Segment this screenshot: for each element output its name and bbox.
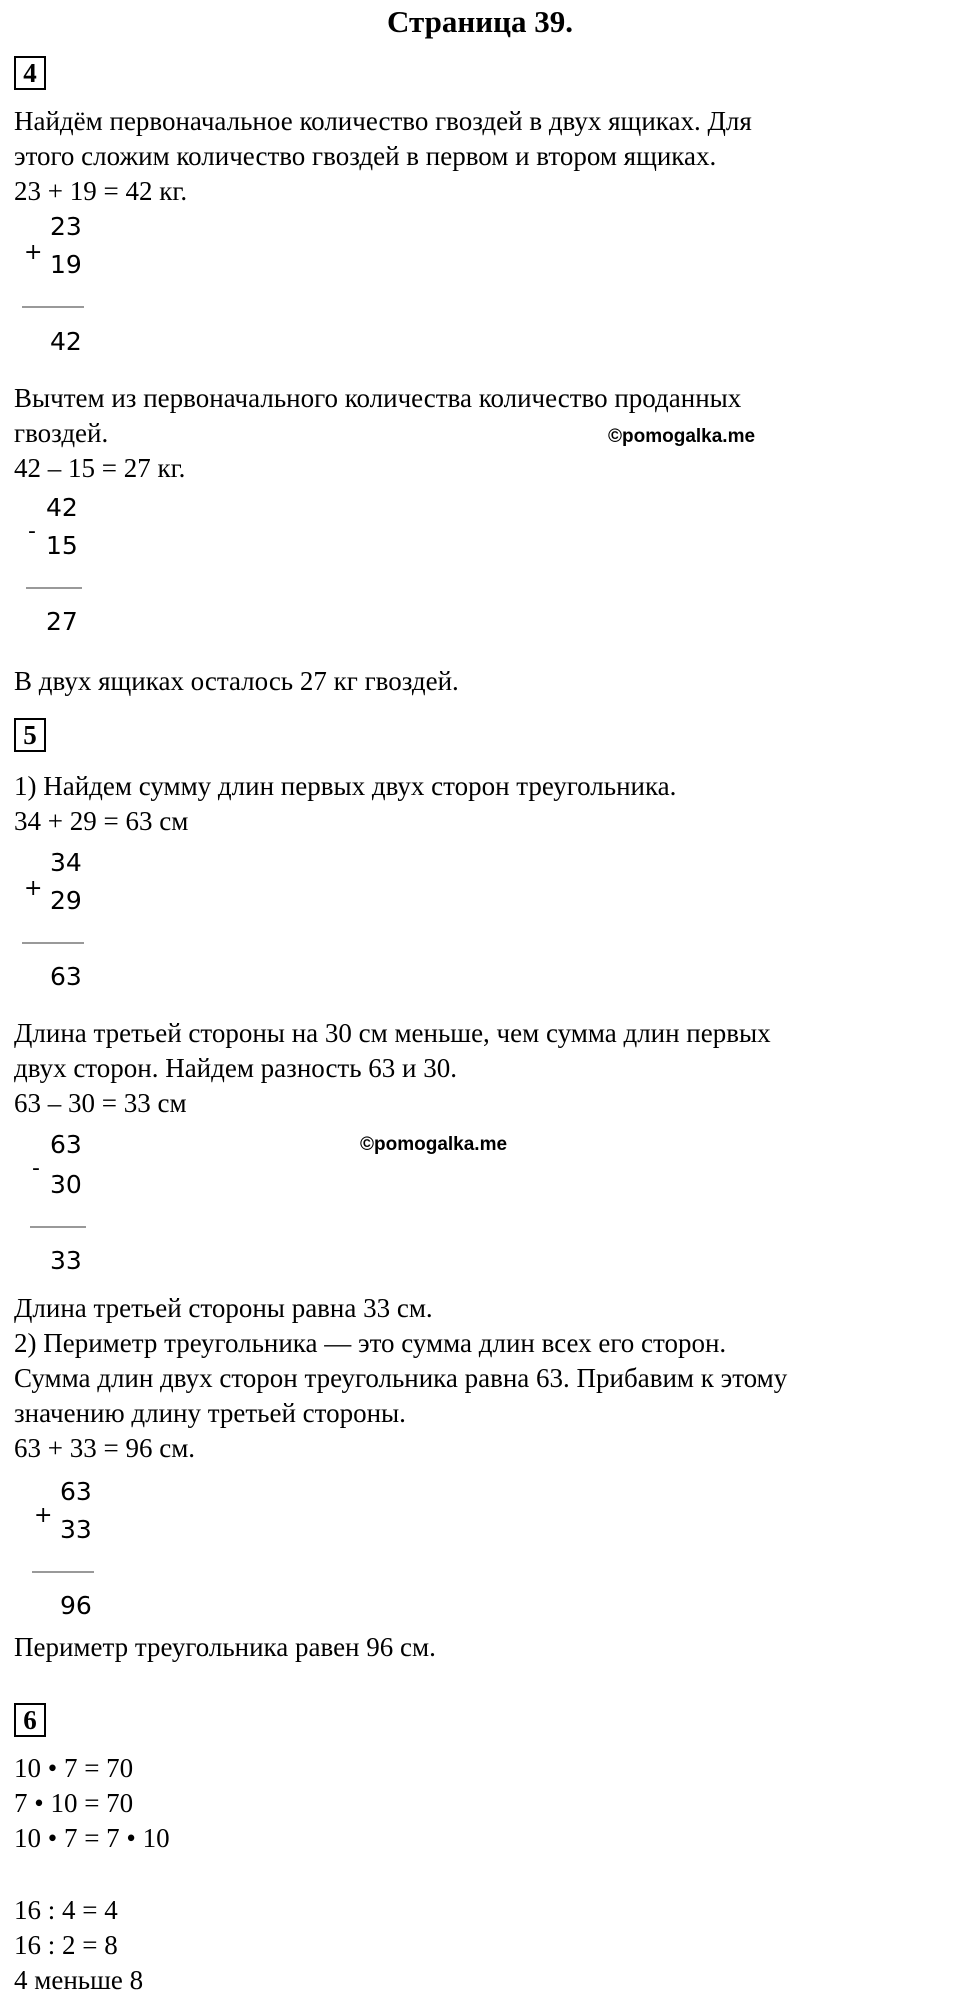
- task4-text-line: Найдём первоначальное количество гвоздей в двух ящиках. Для: [14, 106, 752, 136]
- column-subtraction: [30, 1130, 140, 1275]
- task4-equation: 23 + 19 = 42 кг.: [14, 176, 188, 206]
- plus-sign: +: [34, 1503, 53, 1528]
- operand-top: 34: [50, 848, 82, 877]
- task5-text-line: Длина третьей стороны на 30 см меньше, чем сумма длин первых: [14, 1018, 771, 1048]
- task4-equation: 42 – 15 = 27 кг.: [14, 453, 186, 483]
- operand-top: 63: [50, 1130, 82, 1159]
- result: 63: [50, 962, 82, 991]
- task4-text-line: этого сложим количество гвоздей в первом и втором ящиках.: [14, 141, 717, 171]
- result: 42: [50, 327, 82, 356]
- result-line: [32, 1571, 94, 1573]
- plus-sign: +: [24, 876, 43, 901]
- page-title: Страница 39.: [387, 4, 573, 39]
- operand-bottom: 33: [60, 1515, 92, 1544]
- watermark: ©pomogalka.me: [360, 1134, 508, 1155]
- watermark: ©pomogalka.me: [608, 426, 756, 447]
- task5-text-line: Сумма длин двух сторон треугольника равна 63. Прибавим к этому: [14, 1363, 788, 1393]
- column-subtraction: [26, 493, 136, 636]
- operand-bottom: 29: [50, 886, 82, 915]
- task-number-4: 4: [14, 56, 46, 90]
- operand-top: 42: [46, 493, 78, 522]
- operand-bottom: 30: [50, 1170, 82, 1199]
- task5-text-line: двух сторон. Найдем разность 63 и 30.: [14, 1053, 457, 1083]
- task5-equation: 63 + 33 = 96 см.: [14, 1433, 196, 1463]
- result-line: [22, 942, 84, 944]
- task4-text-line: гвоздей.: [14, 418, 109, 448]
- operand-bottom: 15: [46, 531, 78, 560]
- minus-sign: -: [32, 1156, 40, 1181]
- operand-top: 23: [50, 212, 82, 241]
- task5-text-line: 1) Найдем сумму длин первых двух сторон треугольника.: [14, 771, 677, 801]
- column-addition: [22, 212, 132, 356]
- task4-text-line: Вычтем из первоначального количества количество проданных: [14, 383, 742, 413]
- result: 96: [60, 1591, 92, 1620]
- task-number-6: 6: [14, 1703, 46, 1737]
- plus-sign: +: [24, 240, 43, 265]
- task6-equation: 10 • 7 = 7 • 10: [14, 1823, 170, 1853]
- result-line: [30, 1226, 86, 1228]
- task5-text-line: Длина третьей стороны равна 33 см.: [14, 1293, 433, 1323]
- result-line: [22, 306, 84, 308]
- operand-bottom: 19: [50, 250, 82, 279]
- task5-answer: Периметр треугольника равен 96 см.: [14, 1632, 436, 1662]
- result-line: [26, 587, 82, 589]
- task-number-5: 5: [14, 718, 46, 752]
- operand-top: 63: [60, 1477, 92, 1506]
- task5-equation: 34 + 29 = 63 см: [14, 806, 189, 836]
- column-addition: [32, 1477, 142, 1620]
- task4-answer: В двух ящиках осталось 27 кг гвоздей.: [14, 666, 459, 696]
- result: 27: [46, 607, 78, 636]
- minus-sign: -: [28, 519, 36, 544]
- result: 33: [50, 1246, 82, 1275]
- task6-equation: 16 : 2 = 8: [14, 1930, 118, 1960]
- task6-answer: 4 меньше 8: [14, 1965, 144, 1995]
- task5-text-line: значению длину третьей стороны.: [14, 1398, 406, 1428]
- task6-equation: 10 • 7 = 70: [14, 1753, 134, 1783]
- task6-equation: 16 : 4 = 4: [14, 1895, 118, 1925]
- task5-text-line: 2) Периметр треугольника — это сумма длин всех его сторон.: [14, 1328, 727, 1358]
- task5-equation: 63 – 30 = 33 см: [14, 1088, 187, 1118]
- column-addition: [22, 848, 132, 991]
- task6-equation: 7 • 10 = 70: [14, 1788, 134, 1818]
